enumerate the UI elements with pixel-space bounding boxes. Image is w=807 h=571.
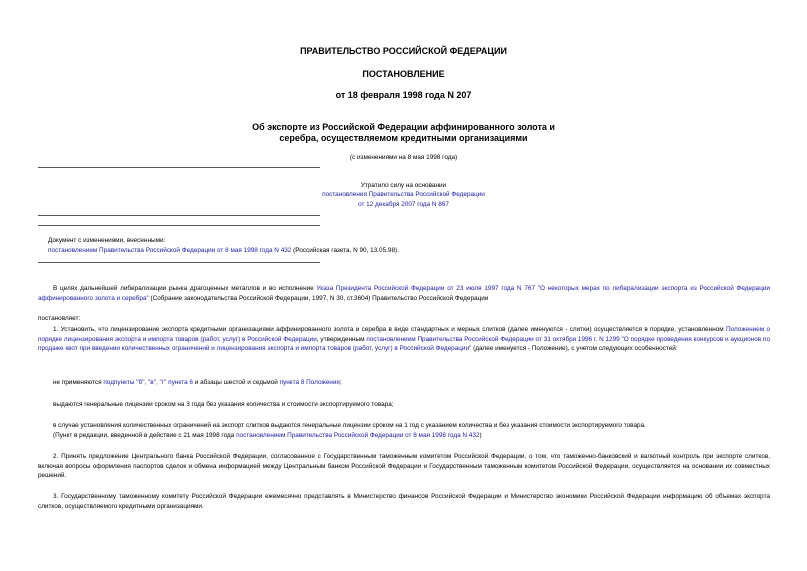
item-1-text-3: (далее именуется - Положение), с учетом следующих особенностей: <box>471 345 678 352</box>
header-rule <box>38 167 320 168</box>
amendments-entry <box>48 246 788 256</box>
sub-item-a-link-1[interactable]: подпункты "б", "в", "г" пункта 6 <box>103 379 193 386</box>
preamble-decree-link[interactable]: Указа Президента Российской Федерации от 23 июля 1997 года N 767 "О некоторых мерах по либерализации экспорта из Российской Федерации аффинированного золота и серебра" <box>38 285 770 302</box>
sub-item-c-note <box>53 431 770 441</box>
resolves-label: постановляет: <box>38 315 81 322</box>
document-type-heading: ПОСТАНОВЛЕНИЕ <box>362 69 445 79</box>
expiry-line-1: Утратило силу на основании <box>360 182 447 189</box>
item-1-regulation-link[interactable]: Положением о порядке лицензирования экспорта и импорта товаров (работ, услуг) в Российской Федерации <box>38 326 771 343</box>
item-1-resolution-link[interactable]: постановлением Правительства Российской Федерации от 31 октября 1996 г. N 1299 "О порядке проведения конкурсов и аукционов по продаже квот при введении количественных ограничений и лицензирования экспорта и импорта товаров (работ, услуг) в Российской Федерации" <box>38 335 770 352</box>
expiry-link-line-3[interactable]: от 12 декабря 2007 года N 867 <box>358 201 449 208</box>
expiry-rule-2 <box>38 225 320 226</box>
sub-item-a-text-1: не применяются <box>53 379 104 386</box>
amendments-rule <box>38 262 320 263</box>
item-1-text-1: 1. Установить, что лицензирование экспорта кредитными организациями аффинированного золота и серебра в виде стандартных и мерных слитков (далее именуются - слитки) осуществляется в порядке, установленном <box>53 326 726 333</box>
sub-item-a-text-2: и абзацы шестой и седьмой <box>192 379 280 386</box>
amended-note: (с изменениями на 8 мая 1998 года) <box>349 154 458 161</box>
expiry-link-line-2[interactable]: постановления Правительства Российской Федерации <box>322 191 485 198</box>
preamble-text-1: В целях дальнейшей либерализации рынка драгоценных металлов и во исполнение <box>53 285 317 292</box>
sub-item-c-note-text-1: (Пункт в редакции, введенной в действие с 21 мая 1998 года <box>53 432 237 439</box>
sub-item-c-note-text-2: ) <box>479 432 482 439</box>
amendments-link[interactable]: постановлением Правительства Российской Федерации от 8 мая 1998 года N 432 <box>48 247 292 254</box>
preamble-paragraph <box>38 284 770 303</box>
sub-item-a <box>53 378 770 388</box>
preamble-text-2: (Собрание законодательства Российской Федерации, 1997, N 30, ст.3604) Правительство Российской Федерации <box>148 294 489 302</box>
title-line-2: серебра, осуществляемом кредитными организациями <box>279 133 528 143</box>
date-number-heading: от 18 февраля 1998 года N 207 <box>335 90 472 100</box>
item-1-paragraph <box>38 325 770 354</box>
sub-item-b: выдаются генеральные лицензии сроком на 3 года без указания количества и стоимости экспортируемого товара; <box>53 401 394 408</box>
item-3-paragraph: 3. Государственному таможенному комитету Российской Федерации ежемесячно представлять в Министерство финансов Российской Федерации и Министерство экономики Российской Федерации информацию об объемах экспорта слитков, осуществляемого кредитными организациями. <box>38 493 770 510</box>
sub-item-a-text-3: ; <box>339 379 342 386</box>
title-line-1: Об экспорте из Российской Федерации аффинированного золота и <box>252 122 555 132</box>
expiry-rule-1 <box>38 215 320 216</box>
item-1-text-2: , утвержденным <box>316 335 367 343</box>
item-2-paragraph: 2. Принять предложение Центрального банка Российской Федерации, согласованное с Государственным таможенным комитетом Российской Федерации, о том, что таможенно-банковский и валютный контроль при экспорте слитков, включая вопросы оформления паспортов сделок и обмена информацией между Центральным банком Российской Федерации и Государственным таможенным комитетом Российской Федерации, осуществляется на основании их совместных решений. <box>38 453 770 479</box>
sub-item-c-note-link[interactable]: постановлением Правительства Российской Федерации от 8 мая 1998 года N 432 <box>236 432 480 439</box>
sub-item-a-link-2[interactable]: пункта 8 Положения <box>279 379 340 386</box>
amendments-intro: Документ с изменениями, внесенными: <box>48 237 166 244</box>
amendments-source: (Российская газета, N 90, 13.05.98). <box>291 247 399 254</box>
sub-item-c: в случае установления количественных ограничений на экспорт слитков выдаются генеральные лицензии сроком на 1 год с указанием количества и без указания стоимости экспортируемого товара. <box>53 422 646 429</box>
government-heading: ПРАВИТЕЛЬСТВО РОССИЙСКОЙ ФЕДЕРАЦИИ <box>300 46 507 56</box>
